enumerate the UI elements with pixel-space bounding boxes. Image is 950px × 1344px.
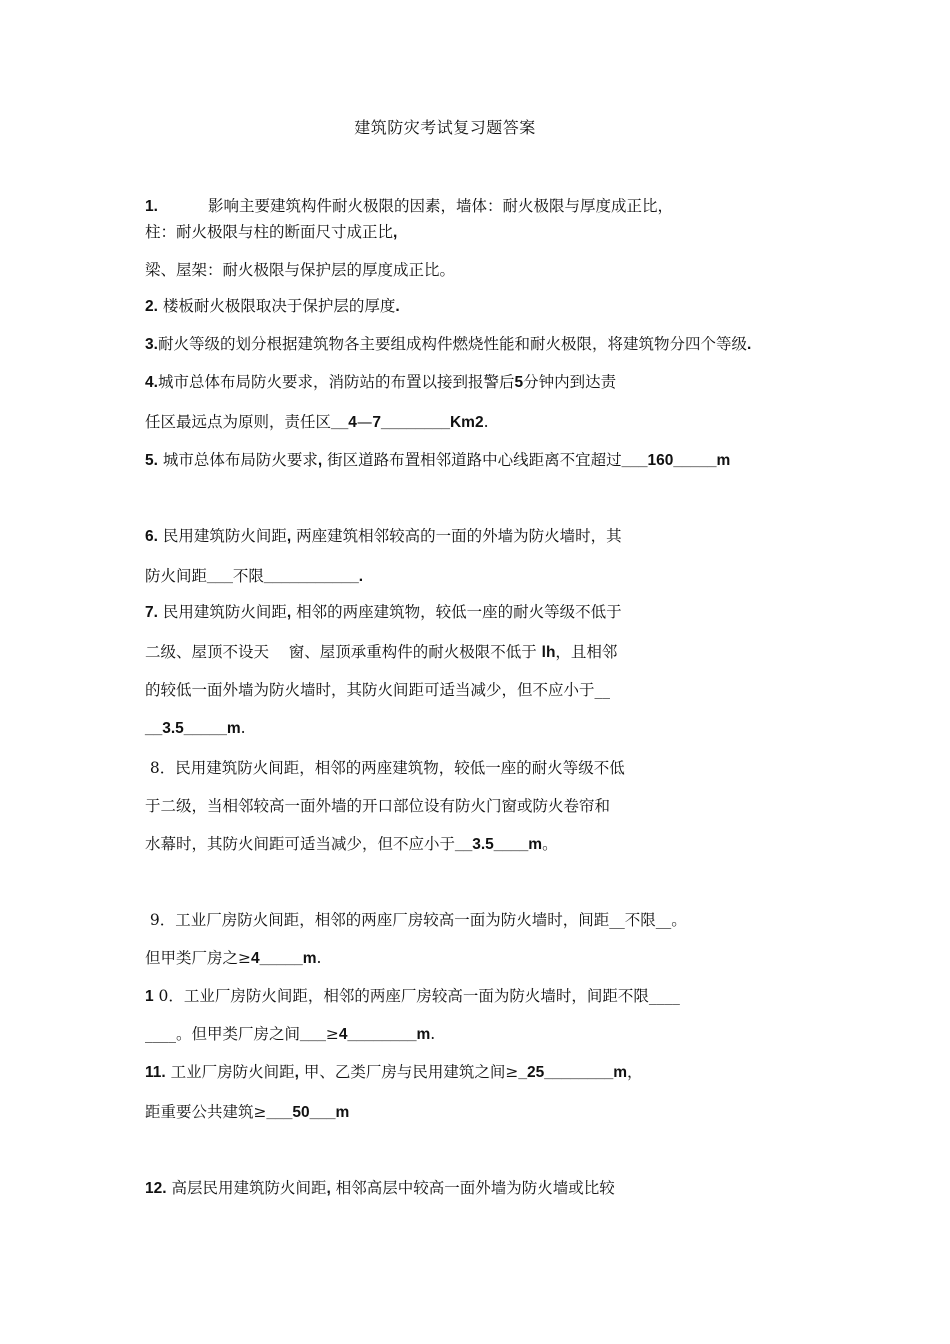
q12-line1 — [145, 1178, 615, 1199]
q4-value2: 7________Km2 — [372, 414, 484, 431]
document-title: 建筑防灾考试复习题答案 — [354, 118, 536, 137]
q10-answer: 4________m — [338, 1026, 431, 1043]
q11-end: ， — [626, 1063, 643, 1081]
q11-line1 — [145, 1062, 643, 1083]
q8-line3-text: 水幕时，其防火间距可适当减少，但不应小于 — [145, 835, 456, 853]
q11-line2-text: 距重要公共建筑≥ — [145, 1103, 267, 1121]
q7-text-a: 民用建筑防火间距 — [157, 603, 287, 621]
q1-text: 影响主要建筑构件耐火极限的因素，墙体：耐火极限与厚度成正比， — [207, 197, 673, 215]
q11-text-a: 工业厂房防火间距 — [165, 1063, 295, 1081]
q5-answer: ___160_____m — [621, 452, 731, 469]
q4-line2 — [145, 412, 489, 433]
q5-text-a: 城市总体布局防火要求 — [157, 451, 318, 469]
q11-comma: , — [294, 1064, 299, 1081]
q4-number: 4. — [145, 374, 158, 391]
q7-end: . — [240, 719, 246, 737]
q7-lh: lh — [541, 644, 556, 661]
q7-line2-text-b: ，且相邻 — [555, 643, 618, 661]
q8-answer: __3.5____m — [455, 836, 543, 853]
q7-comma: , — [286, 604, 292, 621]
q1-line2 — [145, 222, 397, 243]
q6-line2 — [145, 566, 363, 587]
q6-line2-text: 防火间距 — [145, 567, 208, 585]
q8-line2: 于二级，当相邻较高一面外墙的开口部位设有防火门窗或防火卷帘和 — [145, 797, 611, 815]
q9-answer: 4_____m — [251, 950, 317, 967]
q1-line2-text: 柱：耐火极限与柱的断面尺寸成正比 — [145, 223, 394, 241]
q12-text-b: 相邻高层中较高一面外墙为防火墙或比较 — [330, 1179, 615, 1197]
q9-line2 — [145, 948, 321, 969]
q2-text: 楼板耐火极限取决于保护层的厚度 — [157, 297, 396, 315]
q7-line2-text-a: 二级、屋顶不设天 窗、屋顶承重构件的耐火极限不低于 — [145, 643, 542, 661]
q10-ge: ≥ — [325, 1025, 339, 1043]
q10-text: 0．工业厂房防火间距，相邻的两座厂房较高一面为防火墙时，间距不限____ — [153, 987, 680, 1005]
q4-text-b: 分钟内到达责 — [523, 373, 617, 391]
q6-answer: 不限 — [232, 567, 264, 585]
q10-end: . — [430, 1025, 436, 1043]
q12-number: 12. — [145, 1180, 167, 1197]
q7-answer: __3.5_____m — [145, 720, 241, 737]
q10-line2 — [145, 1024, 435, 1045]
q7-number: 7. — [145, 604, 158, 621]
q4-line2-text: 任区最远点为原则，责任区 — [145, 413, 332, 431]
q6-text-a: 民用建筑防火间距 — [157, 527, 287, 545]
q5-line — [145, 450, 730, 471]
q1-line1 — [145, 196, 673, 217]
q10-blank: ___ — [300, 1026, 326, 1043]
q12-text-a: 高层民用建筑防火间距 — [166, 1179, 327, 1197]
q7-line4 — [145, 718, 246, 739]
q1-line2-comma: , — [393, 224, 398, 241]
q4-minutes: 5 — [514, 374, 524, 391]
q2-line — [145, 296, 400, 317]
q6-blank1: ___ — [207, 568, 233, 585]
q6-blank2: ___________. — [263, 568, 364, 585]
q5-number: 5. — [145, 452, 158, 469]
q8-line1: 8．民用建筑防火间距，相邻的两座建筑物，较低一座的耐火等级不低 — [145, 759, 625, 777]
q10-number: 1 — [145, 988, 154, 1005]
q3-end: . — [746, 336, 752, 353]
q4-text-a: 城市总体布局防火要求，消防站的布置以接到报警后 — [157, 373, 515, 391]
q6-text-b: 两座建筑相邻较高的一面的外墙为防火墙时，其 — [291, 527, 622, 545]
q8-line3 — [145, 834, 558, 855]
q7-text-b: 相邻的两座建筑物，较低一座的耐火等级不低于 — [291, 603, 622, 621]
q2-end: . — [395, 298, 400, 315]
q1-line3: 梁、屋架：耐火极限与保护层的厚度成正比。 — [145, 261, 456, 279]
q4-value1: 4 — [348, 414, 357, 431]
q9-line1: 9．工业厂房防火间距，相邻的两座厂房较高一面为防火墙时，间距__不限__。 — [145, 911, 687, 929]
q4-blank: __ — [331, 414, 349, 431]
q4-dash: — — [356, 413, 373, 431]
q6-comma: , — [286, 528, 292, 545]
q11-number: 11. — [145, 1064, 166, 1081]
q2-number: 2. — [145, 298, 158, 315]
q7-line3: 的较低一面外墙为防火墙时，其防火间距可适当减少，但不应小于__ — [145, 681, 611, 699]
q7-line2 — [145, 642, 617, 663]
q7-line1 — [145, 602, 622, 623]
q12-comma: , — [326, 1180, 331, 1197]
q9-end: . — [316, 949, 322, 967]
q10-line2-text: ____。但甲类厂房之间 — [145, 1025, 301, 1043]
q3-text: 耐火等级的划分根据建筑物各主要组成构件燃烧性能和耐火极限，将建筑物分四个等级 — [157, 335, 747, 353]
q11-answer2: ___50___m — [266, 1104, 350, 1121]
q10-line1 — [145, 986, 680, 1007]
q6-number: 6. — [145, 528, 158, 545]
q3-line — [145, 334, 751, 355]
q11-text-b: 甲、乙类厂房与民用建筑之间≥ — [298, 1063, 519, 1081]
q11-line2 — [145, 1102, 349, 1123]
q9-line2-text: 但甲类厂房之≥ — [145, 949, 251, 967]
q5-comma: , — [317, 452, 323, 469]
q4-line1 — [145, 372, 616, 393]
q1-number: 1. — [145, 198, 158, 215]
q11-answer: _25________m — [518, 1064, 627, 1081]
q4-end: . — [483, 413, 489, 431]
q5-text-b: 街区道路布置相邻道路中心线距离不宜超过 — [322, 451, 622, 469]
q6-line1 — [145, 526, 622, 547]
q3-number: 3. — [145, 336, 158, 353]
q8-end: 。 — [542, 835, 558, 853]
